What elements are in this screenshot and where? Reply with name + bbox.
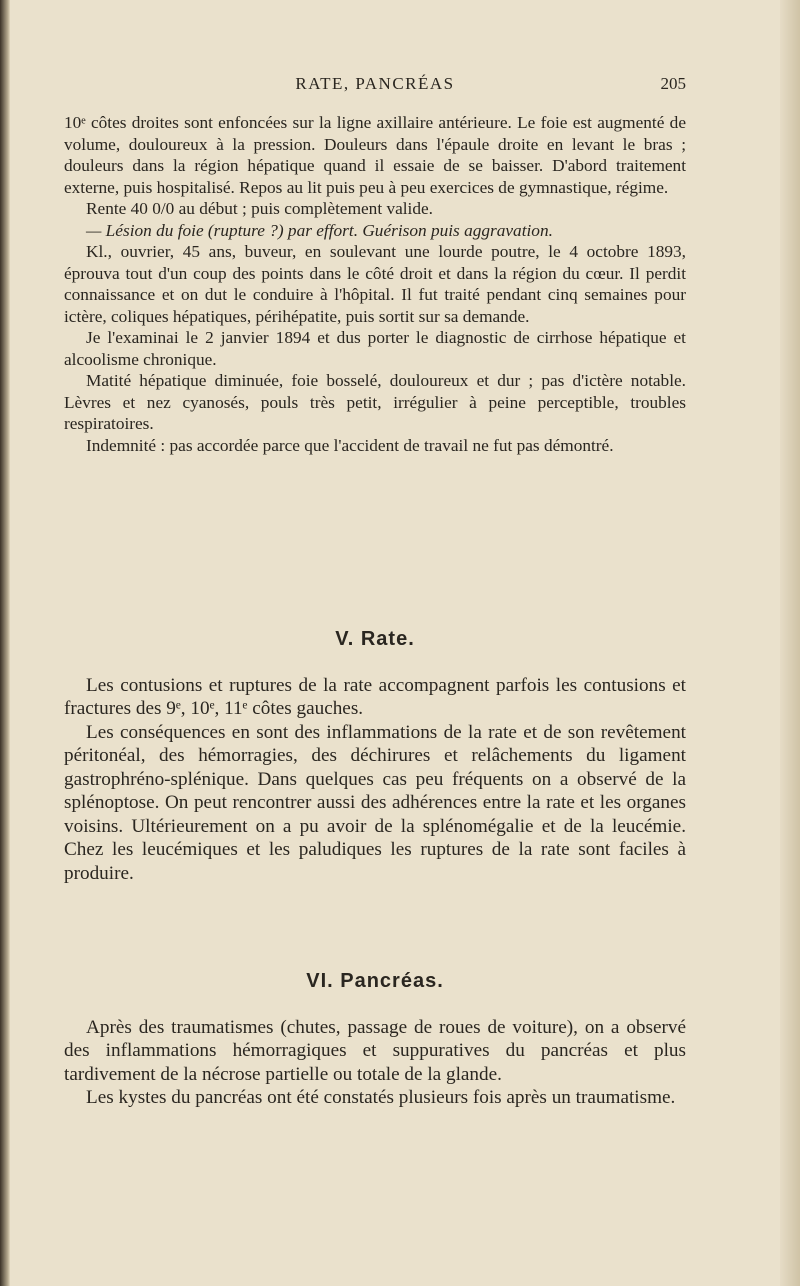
rate-paragraph-1: Les contusions et ruptures de la rate accompagnent parfois les contusions et fractures des 9ᵉ, 10ᵉ, 11ᵉ côtes gauches. — [64, 674, 686, 719]
case-reports-block — [64, 112, 686, 456]
pancreas-paragraph-2: Les kystes du pancréas ont été constatés plusieurs fois après un traumatisme. — [86, 1087, 676, 1108]
pancreas-paragraph-1: Après des traumatismes (chutes, passage de roues de voiture), on a observé des inflammations hémorragiques et suppuratives du pancréas et plus tardivement de la nécrose partielle ou totale de la glande. — [64, 1016, 686, 1085]
case2-paragraph-2: Je l'examinai le 2 janvier 1894 et dus porter le diagnostic de cirrhose hépatique et alcoolisme chronique. — [64, 328, 686, 369]
rate-paragraph-2: Les conséquences en sont des inflammations de la rate et de son revêtement péritonéal, des hémorragies, des déchirures et relâchements du ligament gastrophréno-splénique. Dans quelques cas peu fréquents on a observé de la splénoptose. On peut rencontrer aussi des adhérences entre la rate et les organes voisins. Ultérieurement on a pu avoir de la splénomégalie et de la leucémie. Chez les leucémiques et les paludiques les ruptures de la rate sont faciles à produire. — [64, 721, 686, 884]
case2-paragraph-1: Kl., ouvrier, 45 ans, buveur, en soulevant une lourde poutre, le 4 octobre 1893, éprouva tout d'un coup des points dans le côté droit et dans la région du cœur. Il perdit connaissance et on dut le conduire à l'hôpital. Il fut traité pendant cinq semaines pour ictère, coliques hépatiques, périhépatite, puis sortit sur sa demande. — [64, 242, 686, 326]
case2-paragraph-4: Indemnité : pas accordée parce que l'accident de travail ne fut pas démontré. — [86, 435, 614, 455]
section-pancreas — [64, 970, 686, 1110]
section-heading-pancreas: VI. Pancréas. — [306, 970, 444, 992]
running-title: RATE, PANCRÉAS — [295, 74, 455, 93]
section-rate — [64, 628, 686, 885]
book-binding-shadow — [0, 0, 10, 1286]
case1-rente: Rente 40 0/0 au début ; puis complètement valide. — [86, 199, 433, 218]
book-page — [64, 0, 686, 1286]
case1-text: 10ᵉ côtes droites sont enfoncées sur la ligne axillaire antérieure. Le foie est augmenté de volume, douloureux à la pression. Douleurs dans l'épaule droite en levant le bras ; douleurs dans la région hépatique quand il essaie de se baisser. D'abord traitement externe, puis hospitalisé. Repos au lit puis peu à peu exercices de gymnastique, régime. — [64, 113, 686, 197]
case2-title: — Lésion du foie (rupture ?) par effort. Guérison puis aggravation. — [86, 220, 553, 240]
section-heading-rate: V. Rate. — [335, 628, 415, 650]
case2-paragraph-3: Matité hépatique diminuée, foie bosselé, douloureux et dur ; pas d'ictère notable. Lèvres et nez cyanosés, pouls très petit, irrégulier à peine perceptible, troubles respiratoires. — [64, 371, 686, 433]
page-number: 205 — [660, 74, 686, 93]
running-head — [64, 74, 686, 96]
page-edge — [780, 0, 800, 1286]
